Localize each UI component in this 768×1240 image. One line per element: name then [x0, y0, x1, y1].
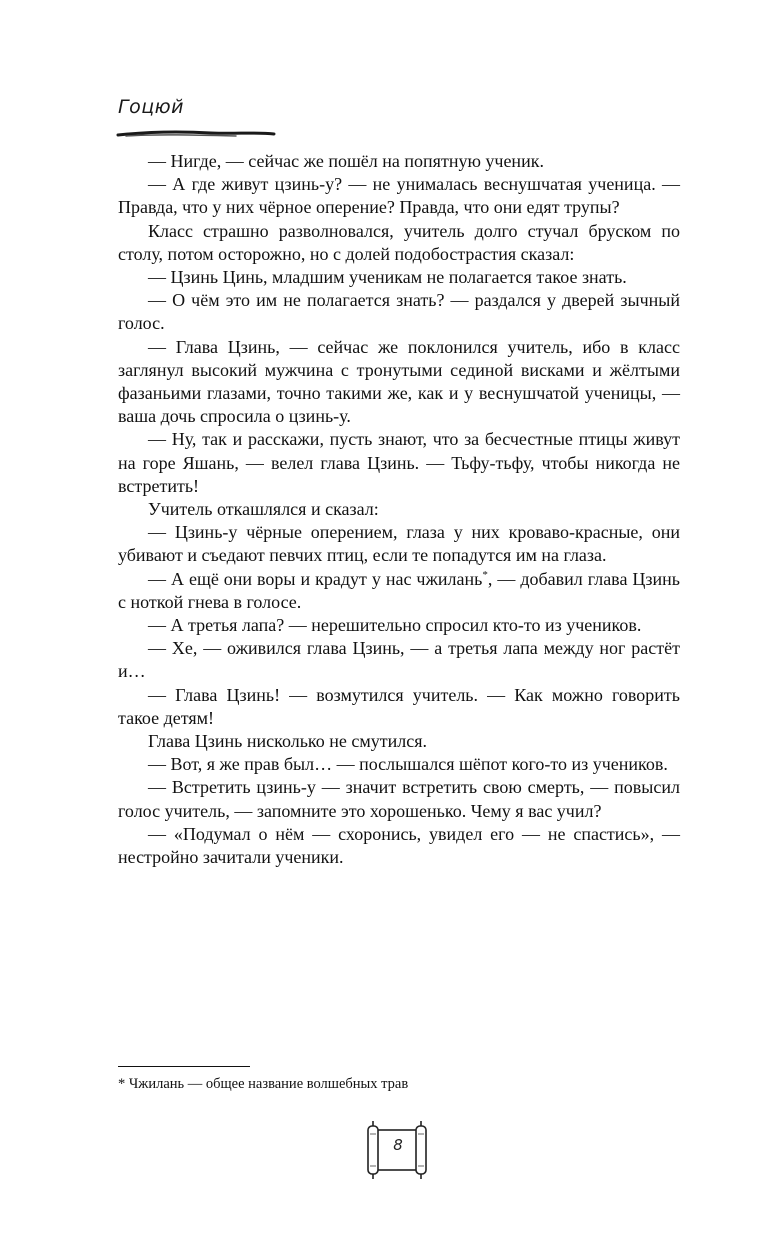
paragraph: Класс страшно разволновался, учитель долго стучал бруском по столу, потом осторожно, но с долей подобострастия сказал: [118, 220, 680, 264]
footnote-marker: * [482, 568, 488, 581]
paragraph: — Нигде, — сейчас же пошёл на попятную ученик. [148, 151, 544, 171]
paragraph: — Цзинь-у чёрные оперением, глаза у них кроваво-красные, они убивают и съедают певчих птиц, если те попадутся им на глаза. [118, 522, 680, 566]
paragraph: — Хе, — оживился глава Цзинь, — а третья лапа между ног растёт и… [118, 638, 680, 682]
paragraph-text: — А ещё они воры и крадут у нас чжилань [148, 568, 483, 589]
paragraph: — Цзинь Цинь, младшим ученикам не полагается такое знать. [148, 267, 627, 288]
paragraph: — Встретить цзинь-у — значит встретить свою смерть, — повысил голос учитель, — запомните это хорошенько. Чему я вас учил? [118, 777, 680, 821]
paragraph-text: , — добавил глава Цзинь с ноткой гнева в голосе. [118, 568, 681, 612]
paragraph: — Ну, так и расскажи, пусть знают, что за бесчестные птицы живут на горе Яшань, — велел глава Цзинь. — Тьфу-тьфу, чтобы никогда не встретить! [118, 429, 680, 496]
paragraph: — «Подумал о нём — схоронись, увидел его — не спастись», — нестройно зачитали ученики. [118, 823, 680, 868]
header-brush-stroke [116, 128, 276, 140]
footnote: * Чжилань — общее название волшебных трав [118, 1076, 409, 1092]
paragraph: — Глава Цзинь, — сейчас же поклонился учитель, ибо в класс заглянул высокий мужчина с тронутыми сединой висками и жёлтыми фазаньими глазами, точно такими же, как и у веснушчатой ученицы, — ваша дочь спросила о цзинь-у. [118, 336, 680, 427]
paragraph: Глава Цзинь нисколько не смутился. [148, 731, 427, 752]
running-title: Гоцюй [118, 96, 184, 118]
paragraph-with-footnote [118, 568, 680, 614]
paragraph: Учитель откашлялся и сказал: [148, 499, 379, 520]
page-body-text [118, 150, 680, 869]
footnote-divider [118, 1066, 250, 1067]
paragraph: — О чём это им не полагается знать? — раздался у дверей зычный голос. [118, 290, 680, 334]
paragraph: — Вот, я же прав был… — послышался шёпот кого-то из учеников. [148, 754, 668, 775]
paragraph: — Глава Цзинь! — возмутился учитель. — Как можно говорить такое детям! [118, 684, 680, 728]
paragraph: — А третья лапа? — нерешительно спросил кто-то из учеников. [148, 615, 642, 636]
paragraph: — А где живут цзинь-у? — не унималась веснушчатая ученица. — Правда, что у них чёрное оперение? Правда, что они едят трупы? [118, 174, 680, 218]
page-number: 8 [393, 1136, 403, 1154]
